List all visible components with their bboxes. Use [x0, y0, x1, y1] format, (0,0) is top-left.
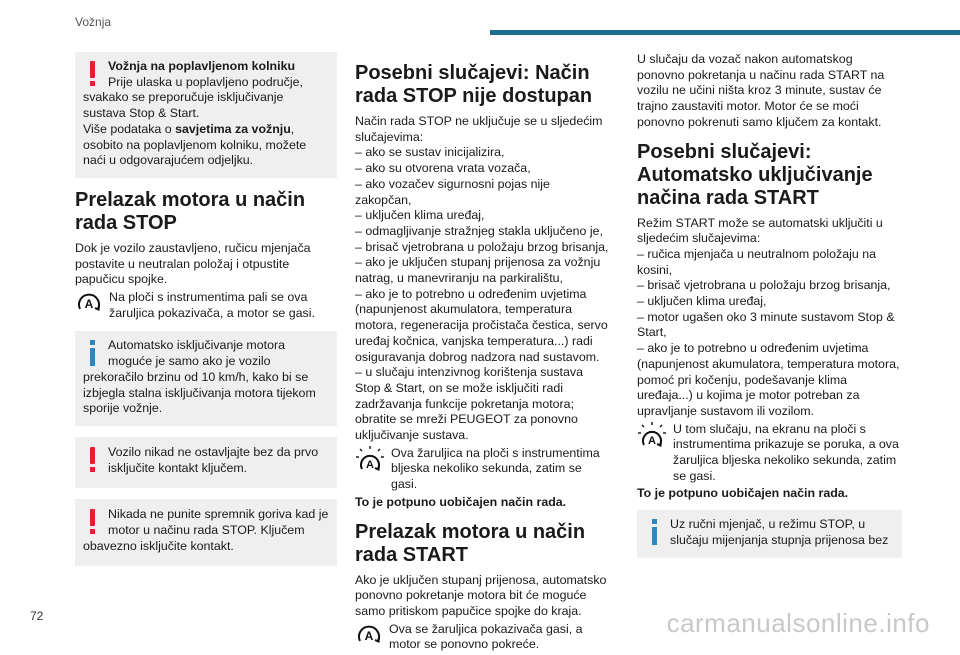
intro-text: Način rada STOP ne uključuje se u sljedećim slučajevima:: [355, 114, 603, 144]
list-item: – ako je uključen stupanj prijenosa za vožnju natrag, u manevriranju na parkiralištu,: [355, 255, 601, 286]
svg-text:A: A: [366, 458, 374, 471]
info-box-manual-gearbox: [637, 510, 902, 557]
header-accent-bar: [490, 30, 960, 35]
indicator-text: Ova se žaruljica pokazivača gasi, a motor se ponovno pokreće.: [389, 621, 583, 652]
indicator-row: [75, 290, 337, 321]
list-item: – uključen klima uređaj,: [355, 208, 485, 223]
normal-operation-text: To je potpuno uobičajen način rada.: [355, 494, 567, 509]
auto-stop-start-icon: [355, 622, 383, 648]
list-item: – ako se sustav inicijalizira,: [355, 145, 505, 160]
indicator-row: [355, 622, 609, 653]
warning-box-fuel: [75, 499, 337, 566]
auto-stop-start-flashing-icon: [355, 446, 385, 474]
warning-body-2: Više podataka o savjetima za vožnju, osobito na poplavljenom kolniku, možete naći u odgovarajućem odjeljku.: [83, 121, 307, 168]
info-text: Automatsko isključivanje motora moguće je samo ako je vozilo prekoračilo brzinu od 10 km/h, kako bi se izbjegla stalna isključivanja motora tijekom sporije vožnje.: [83, 338, 316, 416]
list-item: – brisač vjetrobrana u položaju brzog brisanja,: [355, 239, 609, 254]
list-item: – uključen klima uređaj,: [637, 294, 767, 309]
list-item: – ručica mjenjača u neutralnom položaju na kosini,: [637, 246, 877, 277]
info-box-10kmh: [75, 331, 337, 426]
column-2: [355, 52, 609, 655]
warning-exclamation-icon: [83, 445, 105, 475]
list-item: – u slučaju intenzivnog korištenja sustava Stop & Start, on se može isključiti radi zadržavanja funkcije pokretanja motora; obratite se mreži PEUGEOT za ponovno uključivanje sustava.: [355, 365, 583, 443]
list-item: – ako je to potrebno u određenim uvjetima (napunjenost akumulatora, temperatura motora, pomoć pri kočenju, podešavanje klima uređaja...) u kojima je motor potreban za upravljanje sustavom ili vozilom.: [637, 341, 900, 418]
auto-stop-start-icon: [75, 290, 103, 316]
column-1: [75, 52, 337, 577]
page-number: 72: [30, 609, 44, 623]
list-item: – motor ugašen oko 3 minute sustavom Stop & Start,: [637, 309, 895, 340]
heading-stop-unavailable: Posebni slučajevi: Način rada STOP nije dostupan: [355, 62, 593, 107]
info-icon: [83, 338, 105, 368]
section-title: Vožnja: [75, 15, 112, 29]
warning-exclamation-icon: [83, 507, 105, 537]
warning-text: Vozilo nikad ne ostavljajte bez da prvo isključite kontakt ključem.: [108, 444, 319, 475]
indicator-text: U tom slučaju, na ekranu na ploči s instrumentima prikazuje se poruka, a ova žaruljica bljeska nekoliko sekunda, zatim se gasi.: [673, 421, 899, 483]
column-3: [637, 52, 902, 569]
list-item: – brisač vjetrobrana u položaju brzog brisanja,: [637, 278, 891, 293]
warning-body: Prije ulaska u poplavljeno područje, svakako se preporučuje isključivanje sustava Stop & Start.: [83, 74, 303, 121]
indicator-text: Na ploči s instrumentima pali se ova žaruljica pokazivača, a motor se gasi.: [109, 290, 315, 320]
watermark: carmanualsonline.info: [666, 608, 930, 638]
list-item: – ako je to potrebno u određenim uvjetima (napunjenost akumulatora, temperatura motora, regeneracija pročistača čestica, servo uređaj kočnica, vanjska temperatura...) radi osiguravanja dobrog nadzora nad sustavom.: [355, 286, 608, 364]
warning-exclamation-icon: [83, 59, 105, 89]
paragraph-start-mode: Ako je uključen stupanj prijenosa, automatsko ponovno pokretanje motora bit će moguće samo pritiskom papučice spojke do kraja.: [355, 572, 607, 618]
paragraph-stop-mode: Dok je vozilo zaustavljeno, ručicu mjenjača postavite u neutralan položaj i otpustite papučicu spojke.: [75, 240, 311, 287]
warning-box-flooded-road: [75, 52, 337, 178]
warning-title: Vožnja na poplavljenom kolniku: [108, 59, 296, 73]
indicator-row: [355, 446, 609, 493]
paragraph-3-minutes: U slučaju da vozač nakon automatskog ponovno pokretanja u načinu rada START na vozilu ne učini ništa kroz 3 minute, sustav će trajno zaustaviti motor. Motor će se moći ponovno pokrenuti samo ključem za kontakt.: [637, 52, 885, 129]
warning-text: Nikada ne punite spremnik goriva kad je motor u načinu rada STOP. Ključem obavezno isključite kontakt.: [83, 507, 329, 553]
svg-text:A: A: [364, 628, 374, 643]
auto-stop-start-flashing-icon: [637, 422, 667, 450]
heading-start-mode: Prelazak motora u način rada START: [355, 520, 586, 566]
intro-text: Režim START može se automatski uključiti u sljedećim slučajevima:: [637, 215, 883, 246]
heading-stop-mode: Prelazak motora u način rada STOP: [75, 188, 306, 234]
list-stop-unavailable: [355, 145, 609, 443]
svg-text:A: A: [648, 434, 656, 447]
list-item: – odmagljivanje stražnjeg stakla uključeno je,: [355, 223, 603, 238]
svg-text:A: A: [84, 297, 94, 312]
indicator-text: Ova žaruljica na ploči s instrumentima bljeska nekoliko sekunda, zatim se gasi.: [391, 445, 600, 492]
warning-box-key: [75, 437, 337, 488]
list-item: – ako su otvorena vrata vozača,: [355, 161, 531, 176]
info-icon: [645, 517, 667, 547]
list-auto-start: [637, 247, 902, 420]
info-text: Uz ručni mjenjač, u režimu STOP, u slučaju mijenjanja stupnja prijenosa bez: [670, 517, 889, 547]
list-item: – ako vozačev sigurnosni pojas nije zakopčan,: [355, 176, 550, 207]
indicator-row: [637, 422, 902, 485]
normal-operation-text: To je potpuno uobičajen način rada.: [637, 486, 849, 501]
heading-auto-start: Posebni slučajevi: Automatsko uključivanje načina rada START: [637, 140, 873, 209]
